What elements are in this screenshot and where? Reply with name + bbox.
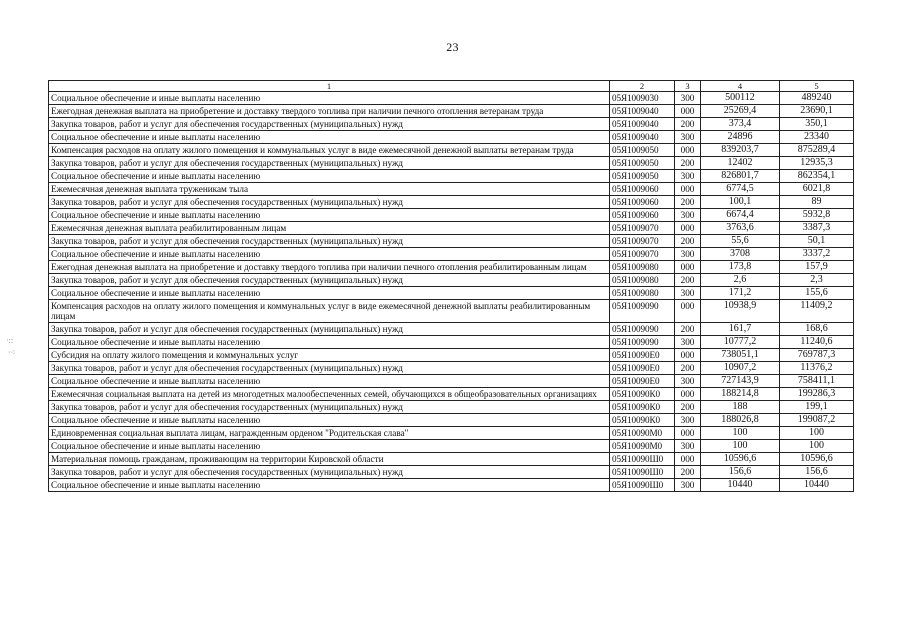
row-expense-type-cell: 200 bbox=[675, 362, 701, 375]
row-value-col4-cell: 6774,5 bbox=[701, 183, 780, 196]
row-value-col4-cell: 10777,2 bbox=[701, 336, 780, 349]
table-row bbox=[49, 92, 854, 105]
row-value-col4-cell: 10596,6 bbox=[701, 453, 780, 466]
row-code-cell: 05Я1009080 bbox=[610, 274, 675, 287]
table-row bbox=[49, 170, 854, 183]
table-row bbox=[49, 388, 854, 401]
table-row bbox=[49, 222, 854, 235]
row-value-col5-cell: 168,6 bbox=[780, 323, 854, 336]
row-name-cell: Социальное обеспечение и иные выплаты населению bbox=[49, 414, 610, 427]
row-value-col5-cell: 3387,3 bbox=[780, 222, 854, 235]
row-expense-type-cell: 000 bbox=[675, 388, 701, 401]
row-name-cell: Закупка товаров, работ и услуг для обеспечения государственных (муниципальных) нужд bbox=[49, 362, 610, 375]
table-row bbox=[49, 274, 854, 287]
row-code-cell: 05Я1009080 bbox=[610, 261, 675, 274]
table-row bbox=[49, 131, 854, 144]
table-row bbox=[49, 287, 854, 300]
row-expense-type-cell: 000 bbox=[675, 349, 701, 362]
row-value-col5-cell: 3337,2 bbox=[780, 248, 854, 261]
header-col-5: 5 bbox=[780, 81, 854, 92]
row-expense-type-cell: 200 bbox=[675, 118, 701, 131]
row-value-col4-cell: 188214,8 bbox=[701, 388, 780, 401]
row-expense-type-cell: 000 bbox=[675, 300, 701, 323]
budget-table bbox=[48, 80, 854, 492]
row-value-col4-cell: 173,8 bbox=[701, 261, 780, 274]
table-row bbox=[49, 401, 854, 414]
row-expense-type-cell: 000 bbox=[675, 222, 701, 235]
row-value-col4-cell: 25269,4 bbox=[701, 105, 780, 118]
table-row bbox=[49, 157, 854, 170]
row-value-col4-cell: 10440 bbox=[701, 479, 780, 492]
table-row bbox=[49, 349, 854, 362]
row-name-cell: Закупка товаров, работ и услуг для обеспечения государственных (муниципальных) нужд bbox=[49, 235, 610, 248]
row-code-cell: 05Я1009070 bbox=[610, 248, 675, 261]
row-code-cell: 05Я1009090 bbox=[610, 300, 675, 323]
row-expense-type-cell: 200 bbox=[675, 235, 701, 248]
row-value-col4-cell: 100 bbox=[701, 427, 780, 440]
row-value-col5-cell: 6021,8 bbox=[780, 183, 854, 196]
row-value-col4-cell: 12402 bbox=[701, 157, 780, 170]
row-name-cell: Ежегодная денежная выплата на приобретение и доставку твердого топлива при наличии печного отопления реабилитированным лицам bbox=[49, 261, 610, 274]
row-code-cell: 05Я1009060 bbox=[610, 209, 675, 222]
row-value-col5-cell: 2,3 bbox=[780, 274, 854, 287]
row-value-col5-cell: 23340 bbox=[780, 131, 854, 144]
row-code-cell: 05Я10090К0 bbox=[610, 401, 675, 414]
row-code-cell: 05Я1009030 bbox=[610, 92, 675, 105]
row-expense-type-cell: 200 bbox=[675, 196, 701, 209]
row-code-cell: 05Я10090Е0 bbox=[610, 349, 675, 362]
table-row bbox=[49, 466, 854, 479]
row-code-cell: 05Я10090Е0 bbox=[610, 362, 675, 375]
scan-mark: ·⁖ bbox=[8, 348, 16, 357]
table-body bbox=[49, 92, 854, 492]
row-value-col5-cell: 758411,1 bbox=[780, 375, 854, 388]
row-value-col4-cell: 156,6 bbox=[701, 466, 780, 479]
scan-mark: ·:: bbox=[6, 336, 14, 345]
row-value-col5-cell: 11376,2 bbox=[780, 362, 854, 375]
row-code-cell: 05Я10090К0 bbox=[610, 414, 675, 427]
row-name-cell: Ежегодная денежная выплата на приобретение и доставку твердого топлива при наличии печного отопления ветеранам труда bbox=[49, 105, 610, 118]
row-value-col5-cell: 11240,6 bbox=[780, 336, 854, 349]
row-code-cell: 05Я10090Е0 bbox=[610, 375, 675, 388]
header-col-2: 2 bbox=[610, 81, 675, 92]
row-value-col5-cell: 23690,1 bbox=[780, 105, 854, 118]
row-name-cell: Социальное обеспечение и иные выплаты населению bbox=[49, 92, 610, 105]
row-expense-type-cell: 200 bbox=[675, 274, 701, 287]
row-code-cell: 05Я1009060 bbox=[610, 196, 675, 209]
row-name-cell: Социальное обеспечение и иные выплаты населению bbox=[49, 479, 610, 492]
table-row bbox=[49, 323, 854, 336]
row-name-cell: Социальное обеспечение и иные выплаты населению bbox=[49, 170, 610, 183]
row-expense-type-cell: 000 bbox=[675, 453, 701, 466]
row-name-cell: Компенсация расходов на оплату жилого помещения и коммунальных услуг в виде ежемесячной денежной выплаты реабилитированным лицам bbox=[49, 300, 610, 323]
table-row bbox=[49, 118, 854, 131]
row-name-cell: Закупка товаров, работ и услуг для обеспечения государственных (муниципальных) нужд bbox=[49, 118, 610, 131]
row-name-cell: Закупка товаров, работ и услуг для обеспечения государственных (муниципальных) нужд bbox=[49, 323, 610, 336]
table-row bbox=[49, 440, 854, 453]
row-expense-type-cell: 300 bbox=[675, 287, 701, 300]
table-row bbox=[49, 479, 854, 492]
row-code-cell: 05Я1009050 bbox=[610, 157, 675, 170]
row-code-cell: 05Я10090Ш0 bbox=[610, 466, 675, 479]
row-value-col4-cell: 839203,7 bbox=[701, 144, 780, 157]
row-code-cell: 05Я1009040 bbox=[610, 118, 675, 131]
row-code-cell: 05Я1009070 bbox=[610, 222, 675, 235]
row-value-col5-cell: 12935,3 bbox=[780, 157, 854, 170]
row-code-cell: 05Я1009050 bbox=[610, 144, 675, 157]
row-name-cell: Единовременная социальная выплата лицам, награжденным орденом "Родительская слава" bbox=[49, 427, 610, 440]
table-row bbox=[49, 196, 854, 209]
table-row bbox=[49, 261, 854, 274]
row-name-cell: Социальное обеспечение и иные выплаты населению bbox=[49, 375, 610, 388]
row-value-col5-cell: 10596,6 bbox=[780, 453, 854, 466]
row-value-col5-cell: 769787,3 bbox=[780, 349, 854, 362]
row-value-col4-cell: 373,4 bbox=[701, 118, 780, 131]
row-expense-type-cell: 000 bbox=[675, 427, 701, 440]
row-value-col4-cell: 6674,4 bbox=[701, 209, 780, 222]
header-col-3: 3 bbox=[675, 81, 701, 92]
row-value-col5-cell: 156,6 bbox=[780, 466, 854, 479]
row-name-cell: Социальное обеспечение и иные выплаты населению bbox=[49, 287, 610, 300]
row-expense-type-cell: 200 bbox=[675, 323, 701, 336]
row-value-col4-cell: 2,6 bbox=[701, 274, 780, 287]
row-name-cell: Социальное обеспечение и иные выплаты населению bbox=[49, 336, 610, 349]
page-number: 23 bbox=[446, 40, 459, 54]
row-value-col5-cell: 350,1 bbox=[780, 118, 854, 131]
table-header-row bbox=[49, 81, 854, 92]
row-code-cell: 05Я10090К0 bbox=[610, 388, 675, 401]
row-code-cell: 05Я1009070 bbox=[610, 235, 675, 248]
row-expense-type-cell: 300 bbox=[675, 170, 701, 183]
row-value-col4-cell: 188 bbox=[701, 401, 780, 414]
row-code-cell: 05Я1009080 bbox=[610, 287, 675, 300]
row-name-cell: Закупка товаров, работ и услуг для обеспечения государственных (муниципальных) нужд bbox=[49, 274, 610, 287]
row-name-cell: Закупка товаров, работ и услуг для обеспечения государственных (муниципальных) нужд bbox=[49, 401, 610, 414]
row-value-col5-cell: 50,1 bbox=[780, 235, 854, 248]
row-value-col5-cell: 157,9 bbox=[780, 261, 854, 274]
row-expense-type-cell: 000 bbox=[675, 261, 701, 274]
row-value-col5-cell: 5932,8 bbox=[780, 209, 854, 222]
row-name-cell: Ежемесячная денежная выплата реабилитированным лицам bbox=[49, 222, 610, 235]
row-value-col5-cell: 155,6 bbox=[780, 287, 854, 300]
table-row bbox=[49, 209, 854, 222]
row-name-cell: Ежемесячная социальная выплата на детей из многодетных малообеспеченных семей, обучающихся в общеобразовательных организациях bbox=[49, 388, 610, 401]
row-expense-type-cell: 300 bbox=[675, 209, 701, 222]
table-row bbox=[49, 300, 854, 323]
row-expense-type-cell: 300 bbox=[675, 440, 701, 453]
row-name-cell: Социальное обеспечение и иные выплаты населению bbox=[49, 131, 610, 144]
row-value-col5-cell: 199,1 bbox=[780, 401, 854, 414]
row-value-col4-cell: 10907,2 bbox=[701, 362, 780, 375]
row-value-col5-cell: 100 bbox=[780, 427, 854, 440]
table-row bbox=[49, 144, 854, 157]
table-row bbox=[49, 336, 854, 349]
row-expense-type-cell: 300 bbox=[675, 131, 701, 144]
row-expense-type-cell: 300 bbox=[675, 92, 701, 105]
table-row bbox=[49, 427, 854, 440]
row-expense-type-cell: 300 bbox=[675, 336, 701, 349]
row-value-col4-cell: 10938,9 bbox=[701, 300, 780, 323]
row-name-cell: Материальная помощь гражданам, проживающим на территории Кировской области bbox=[49, 453, 610, 466]
row-value-col4-cell: 826801,7 bbox=[701, 170, 780, 183]
row-expense-type-cell: 200 bbox=[675, 401, 701, 414]
row-value-col4-cell: 24896 bbox=[701, 131, 780, 144]
row-code-cell: 05Я1009040 bbox=[610, 131, 675, 144]
row-value-col4-cell: 738051,1 bbox=[701, 349, 780, 362]
row-value-col4-cell: 161,7 bbox=[701, 323, 780, 336]
row-value-col4-cell: 100 bbox=[701, 440, 780, 453]
table-row bbox=[49, 362, 854, 375]
row-name-cell: Социальное обеспечение и иные выплаты населению bbox=[49, 248, 610, 261]
row-name-cell: Закупка товаров, работ и услуг для обеспечения государственных (муниципальных) нужд bbox=[49, 157, 610, 170]
row-code-cell: 05Я1009040 bbox=[610, 105, 675, 118]
row-code-cell: 05Я1009060 bbox=[610, 183, 675, 196]
table-row bbox=[49, 235, 854, 248]
table-row bbox=[49, 248, 854, 261]
row-expense-type-cell: 200 bbox=[675, 157, 701, 170]
row-value-col4-cell: 727143,9 bbox=[701, 375, 780, 388]
budget-table-container bbox=[48, 80, 854, 492]
row-code-cell: 05Я10090М0 bbox=[610, 440, 675, 453]
row-value-col4-cell: 171,2 bbox=[701, 287, 780, 300]
row-expense-type-cell: 300 bbox=[675, 375, 701, 388]
table-row bbox=[49, 453, 854, 466]
row-name-cell: Компенсация расходов на оплату жилого помещения и коммунальных услуг в виде ежемесячной денежной выплаты ветеранам труда bbox=[49, 144, 610, 157]
row-value-col4-cell: 55,6 bbox=[701, 235, 780, 248]
row-name-cell: Закупка товаров, работ и услуг для обеспечения государственных (муниципальных) нужд bbox=[49, 466, 610, 479]
row-code-cell: 05Я10090М0 bbox=[610, 427, 675, 440]
row-value-col5-cell: 89 bbox=[780, 196, 854, 209]
row-value-col5-cell: 10440 bbox=[780, 479, 854, 492]
table-row bbox=[49, 375, 854, 388]
row-value-col5-cell: 199286,3 bbox=[780, 388, 854, 401]
table-row bbox=[49, 414, 854, 427]
row-value-col4-cell: 3763,6 bbox=[701, 222, 780, 235]
row-value-col4-cell: 188026,8 bbox=[701, 414, 780, 427]
row-value-col5-cell: 11409,2 bbox=[780, 300, 854, 323]
row-name-cell: Закупка товаров, работ и услуг для обеспечения государственных (муниципальных) нужд bbox=[49, 196, 610, 209]
row-code-cell: 05Я1009090 bbox=[610, 336, 675, 349]
row-code-cell: 05Я1009090 bbox=[610, 323, 675, 336]
table-row bbox=[49, 183, 854, 196]
row-name-cell: Социальное обеспечение и иные выплаты населению bbox=[49, 209, 610, 222]
row-value-col4-cell: 500112 bbox=[701, 92, 780, 105]
row-name-cell: Социальное обеспечение и иные выплаты населению bbox=[49, 440, 610, 453]
row-expense-type-cell: 300 bbox=[675, 248, 701, 261]
header-col-4: 4 bbox=[701, 81, 780, 92]
row-value-col4-cell: 100,1 bbox=[701, 196, 780, 209]
row-expense-type-cell: 200 bbox=[675, 466, 701, 479]
row-value-col5-cell: 199087,2 bbox=[780, 414, 854, 427]
row-value-col4-cell: 3708 bbox=[701, 248, 780, 261]
row-expense-type-cell: 000 bbox=[675, 144, 701, 157]
row-name-cell: Субсидия на оплату жилого помещения и коммунальных услуг bbox=[49, 349, 610, 362]
row-code-cell: 05Я10090Ш0 bbox=[610, 453, 675, 466]
row-value-col5-cell: 862354,1 bbox=[780, 170, 854, 183]
row-expense-type-cell: 300 bbox=[675, 479, 701, 492]
row-expense-type-cell: 300 bbox=[675, 414, 701, 427]
row-value-col5-cell: 100 bbox=[780, 440, 854, 453]
row-value-col5-cell: 875289,4 bbox=[780, 144, 854, 157]
row-name-cell: Ежемесячная денежная выплата труженикам тыла bbox=[49, 183, 610, 196]
row-expense-type-cell: 000 bbox=[675, 105, 701, 118]
row-code-cell: 05Я10090Ш0 bbox=[610, 479, 675, 492]
table-row bbox=[49, 105, 854, 118]
row-expense-type-cell: 000 bbox=[675, 183, 701, 196]
row-code-cell: 05Я1009050 bbox=[610, 170, 675, 183]
row-value-col5-cell: 489240 bbox=[780, 92, 854, 105]
header-col-1: 1 bbox=[49, 81, 610, 92]
